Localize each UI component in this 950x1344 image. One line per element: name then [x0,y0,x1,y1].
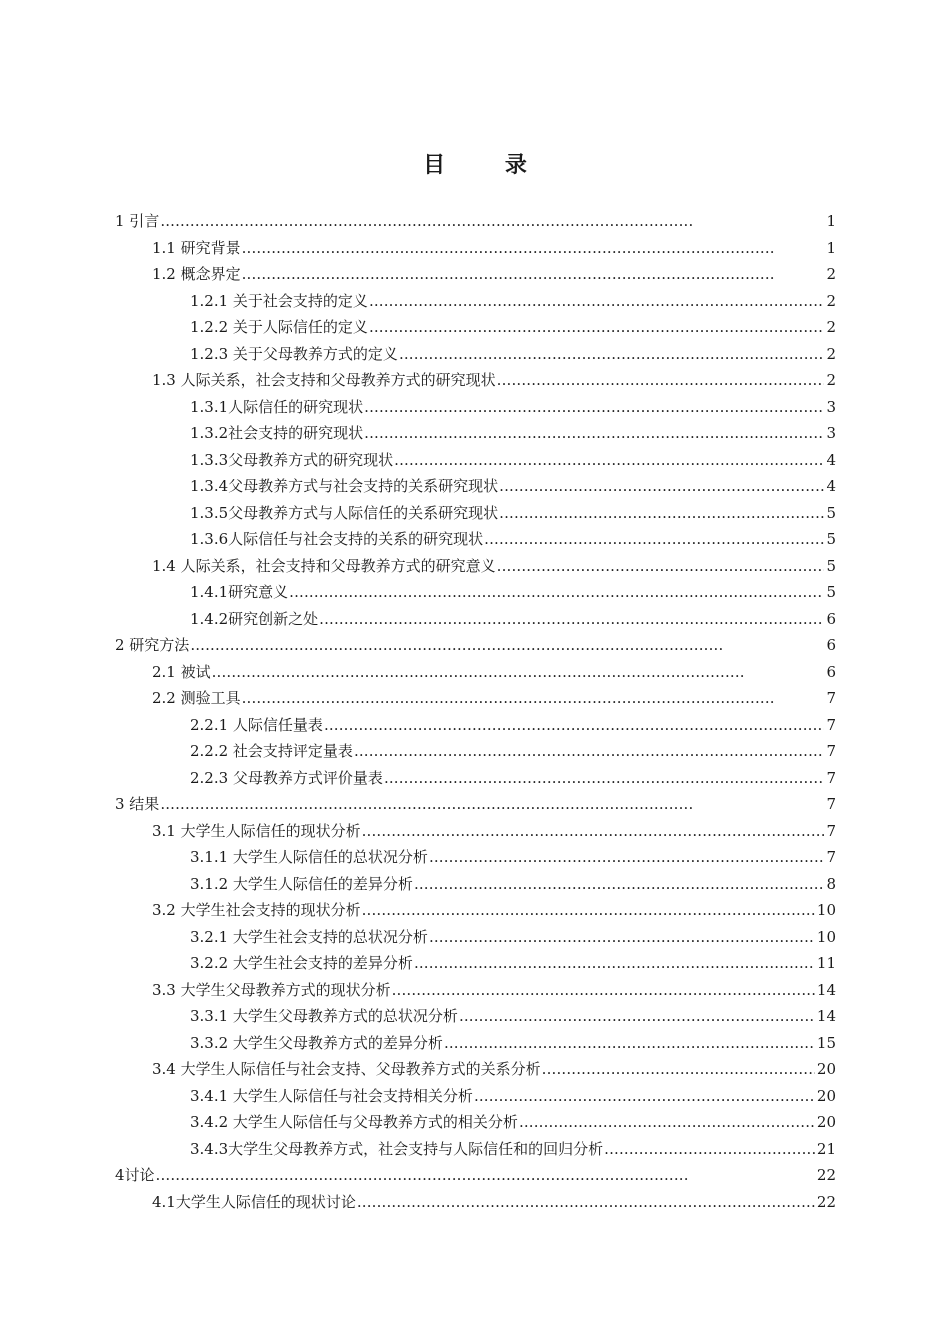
toc-page-number: 22 [816,1192,836,1211]
toc-entry-label: 3.3.1 大学生父母教养方式的总状况分析 [190,1003,459,1030]
toc-page-number: 7 [826,768,836,787]
toc-dot-leader [357,1189,815,1216]
toc-dot-leader [354,738,825,765]
toc-entry-label: 2.2.3 父母教养方式评价量表 [190,765,384,792]
toc-entry[interactable] [190,288,836,315]
toc-entry-label: 1.2 概念界定 [152,261,242,288]
toc-dot-leader [429,924,815,951]
toc-entry[interactable] [152,367,836,394]
toc-dot-leader [484,526,824,553]
toc-entry[interactable] [190,871,836,898]
toc-page-number: 10 [816,927,836,946]
toc-entry[interactable] [152,659,836,686]
toc-page-number: 5 [826,530,836,548]
toc-entry[interactable] [190,526,836,553]
toc-entry-label: 1.3.2社会支持的研究现状 [190,420,364,447]
toc-dot-leader [369,288,825,315]
toc-dot-leader [242,685,825,712]
toc-page-number: 6 [826,636,836,654]
toc-entry[interactable] [190,473,836,500]
toc-entry-label: 3.2.2 大学生社会支持的差异分析 [190,950,414,977]
toc-entry[interactable] [190,950,836,977]
toc-page-number: 7 [826,742,836,760]
toc-entry-label: 1.2.2 关于人际信任的定义 [190,314,369,341]
toc-entry[interactable] [190,924,836,951]
toc-entry-label: 2.2.2 社会支持评定量表 [190,738,354,765]
toc-entry[interactable] [190,1030,836,1057]
toc-entry-label: 3.4.1 大学生人际信任与社会支持相关分析 [190,1083,474,1110]
toc-entry-label: 3.3 大学生父母教养方式的现状分析 [152,977,392,1004]
toc-dot-leader [160,208,824,235]
toc-entry-label: 4讨论 [115,1162,156,1189]
toc-dot-leader [319,606,824,633]
toc-page-number: 21 [816,1139,836,1158]
toc-page-number: 6 [826,662,836,681]
toc-dot-leader [364,420,824,447]
toc-dot-leader [362,818,825,845]
toc-list [0,208,950,1215]
toc-entry[interactable] [115,632,836,659]
toc-entry[interactable] [190,606,836,633]
toc-entry[interactable] [190,1136,836,1163]
toc-page-number: 2 [826,344,836,363]
toc-page-number: 5 [826,556,836,575]
toc-page-number: 2 [826,318,836,336]
toc-dot-leader [384,765,825,792]
toc-dot-leader [362,897,815,924]
toc-entry[interactable] [152,977,836,1004]
toc-entry[interactable] [190,394,836,421]
toc-entry-label: 3.1.1 大学生人际信任的总状况分析 [190,844,429,871]
toc-entry[interactable] [190,1083,836,1110]
toc-entry[interactable] [190,341,836,368]
toc-entry-label: 4.1大学生人际信任的现状讨论 [152,1189,357,1216]
toc-dot-leader [212,659,825,686]
toc-dot-leader [497,553,825,580]
toc-entry[interactable] [190,500,836,527]
toc-entry-label: 3.4.3大学生父母教养方式，社会支持与人际信任和的回归分析 [190,1136,604,1163]
toc-entry[interactable] [190,420,836,447]
toc-dot-leader [459,1003,815,1030]
toc-entry-label: 1.3.5父母教养方式与人际信任的关系研究现状 [190,500,499,527]
toc-entry-label: 1 引言 [115,208,160,235]
toc-entry[interactable] [190,712,836,739]
toc-page-number: 15 [816,1033,836,1052]
toc-page-number: 5 [826,503,836,522]
toc-entry-label: 3 结果 [115,791,160,818]
toc-entry-label: 1.2.3 关于父母教养方式的定义 [190,341,399,368]
toc-entry[interactable] [152,235,836,262]
toc-page-number: 2 [826,291,836,310]
toc-entry[interactable] [115,1162,836,1189]
toc-dot-leader [289,579,824,606]
toc-dot-leader [394,447,824,474]
toc-dot-leader [242,235,825,262]
toc-entry[interactable] [190,1003,836,1030]
toc-entry[interactable] [190,738,836,765]
toc-dot-leader [499,473,824,500]
toc-page-number: 10 [816,901,836,919]
toc-dot-leader [604,1136,815,1163]
toc-dot-leader [369,314,825,341]
toc-page-number: 4 [826,450,836,469]
toc-title: 目 录 [423,153,553,178]
toc-entry[interactable] [115,208,836,235]
toc-entry[interactable] [190,579,836,606]
toc-entry[interactable] [190,314,836,341]
toc-entry[interactable] [152,261,836,288]
toc-dot-leader [399,341,825,368]
toc-dot-leader [542,1056,815,1083]
toc-entry[interactable] [190,447,836,474]
toc-entry[interactable] [152,1056,836,1083]
toc-entry-label: 1.3.3父母教养方式的研究现状 [190,447,394,474]
toc-dot-leader [444,1030,815,1057]
toc-entry-label: 2.1 被试 [152,659,212,686]
toc-entry[interactable] [115,791,836,818]
toc-entry-label: 1.4 人际关系，社会支持和父母教养方式的研究意义 [152,553,497,580]
toc-entry[interactable] [152,685,836,712]
toc-entry-label: 1.1 研究背景 [152,235,242,262]
toc-page-number: 22 [816,1166,836,1184]
toc-dot-leader [519,1109,815,1136]
toc-dot-leader [497,367,825,394]
toc-dot-leader [190,632,824,659]
toc-entry-label: 2.2.1 人际信任量表 [190,712,324,739]
toc-entry-label: 1.4.1研究意义 [190,579,289,606]
toc-page-number: 7 [826,715,836,734]
toc-page-number: 7 [826,848,836,866]
toc-page-number: 1 [826,238,836,257]
toc-dot-leader [242,261,825,288]
toc-page-number: 7 [826,821,836,840]
toc-page-number: 20 [816,1060,836,1078]
toc-dot-leader [414,950,815,977]
toc-dot-leader [160,791,824,818]
toc-entry[interactable] [152,818,836,845]
toc-page-number: 8 [826,874,836,893]
toc-entry-label: 3.4 大学生人际信任与社会支持、父母教养方式的关系分析 [152,1056,542,1083]
toc-dot-leader [474,1083,815,1110]
toc-entry[interactable] [190,765,836,792]
toc-entry-label: 1.4.2研究创新之处 [190,606,319,633]
toc-entry-label: 1.3.1人际信任的研究现状 [190,394,364,421]
toc-page-number: 14 [816,1007,836,1025]
toc-entry-label: 3.1.2 大学生人际信任的差异分析 [190,871,414,898]
toc-page-number: 7 [826,795,836,813]
toc-entry[interactable] [190,1109,836,1136]
toc-dot-leader [364,394,824,421]
toc-page-number: 2 [826,371,836,389]
toc-entry[interactable] [152,553,836,580]
toc-page-number: 3 [826,424,836,442]
toc-entry-label: 1.3.4父母教养方式与社会支持的关系研究现状 [190,473,499,500]
toc-entry-label: 3.4.2 大学生人际信任与父母教养方式的相关分析 [190,1109,519,1136]
toc-dot-leader [392,977,815,1004]
toc-dot-leader [156,1162,815,1189]
toc-page-number: 20 [816,1113,836,1131]
toc-dot-leader [324,712,825,739]
toc-page-number: 3 [826,397,836,416]
toc-page-number: 4 [826,477,836,495]
toc-page-number: 1 [826,212,836,230]
toc-page-number: 6 [826,609,836,628]
toc-entry-label: 2.2 测验工具 [152,685,242,712]
toc-dot-leader [414,871,825,898]
toc-entry-label: 2 研究方法 [115,632,190,659]
toc-dot-leader [429,844,825,871]
toc-entry-label: 1.3 人际关系，社会支持和父母教养方式的研究现状 [152,367,497,394]
toc-entry[interactable] [152,1189,836,1216]
toc-dot-leader [499,500,824,527]
toc-entry-label: 3.2 大学生社会支持的现状分析 [152,897,362,924]
toc-entry-label: 3.3.2 大学生父母教养方式的差异分析 [190,1030,444,1057]
toc-page-number: 7 [826,689,836,707]
toc-entry[interactable] [152,897,836,924]
toc-page-number: 11 [816,954,836,972]
toc-page-number: 20 [816,1086,836,1105]
toc-entry-label: 1.3.6人际信任与社会支持的关系的研究现状 [190,526,484,553]
toc-page-number: 14 [816,980,836,999]
toc-entry-label: 3.1 大学生人际信任的现状分析 [152,818,362,845]
toc-page-number: 2 [826,265,836,283]
toc-page-number: 5 [826,583,836,601]
toc-entry-label: 3.2.1 大学生社会支持的总状况分析 [190,924,429,951]
toc-entry[interactable] [190,844,836,871]
toc-entry-label: 1.2.1 关于社会支持的定义 [190,288,369,315]
